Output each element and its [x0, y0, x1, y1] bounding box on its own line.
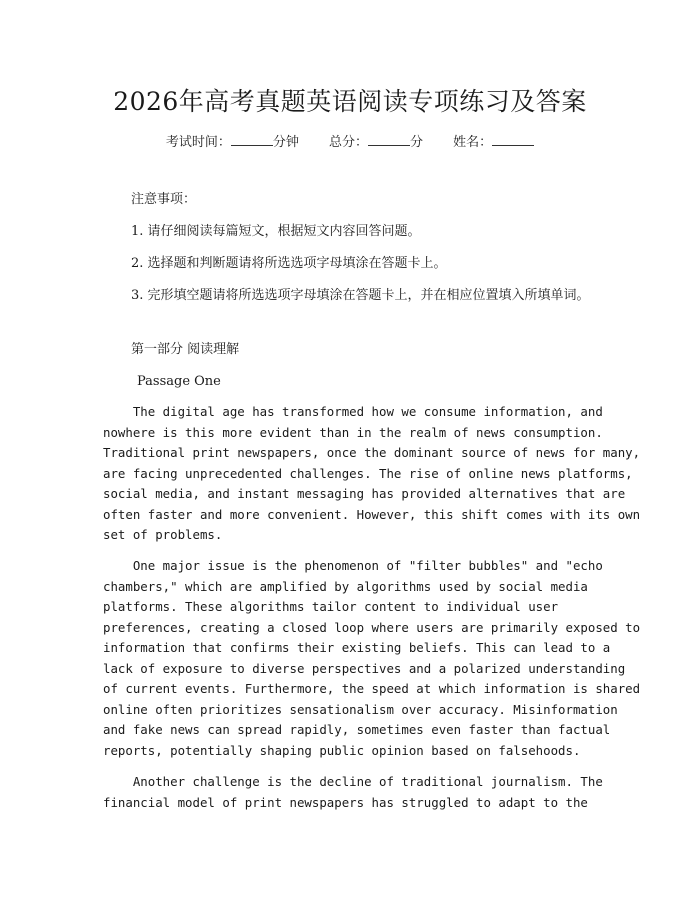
notice-item-2: 2. 选择题和判断题请将所选选项字母填涂在答题卡上。: [131, 256, 447, 271]
notice-item-1: 1. 请仔细阅读每篇短文，根据短文内容回答问题。: [131, 224, 421, 239]
passage-paragraph-3: Another challenge is the decline of traditional journalism. The financial model of print newspapers has struggled to adapt to the: [103, 774, 603, 810]
time-label: 考试时间：: [165, 135, 231, 150]
name-label: 姓名：: [453, 135, 493, 150]
passage-title: Passage One: [137, 374, 221, 389]
notice-heading: 注意事项：: [131, 192, 197, 207]
name-field: [453, 135, 534, 150]
exam-meta-line: [0, 131, 700, 150]
section-title: 第一部分 阅读理解: [131, 342, 240, 357]
passage-paragraph-2: One major issue is the phenomenon of "filter bubbles" and "echo chambers," which are amplified by algorithms used by social media platforms. These algorithms tailor content to individual user preferences, creating a closed loop where users are primarily exposed to information that confirms their existing beliefs. This can lead to a lack of exposure to diverse perspectives and a polarized understanding of current events. Furthermore, the speed at which information is shared online often prioritizes sensationalism over accuracy. Misinformation and fake news can spread rapidly, sometimes even faster than factual reports, potentially shaping public opinion based on falsehoods.: [103, 558, 641, 758]
score-unit: 分: [410, 135, 424, 150]
passage-paragraph-1: The digital age has transformed how we consume information, and nowhere is this more evident than in the realm of news consumption. Traditional print newspapers, once the dominant source of news for many, are facing unprecedented challenges. The rise of online news platforms, social media, and instant messaging has provided alternatives that are often faster and more convenient. However, this shift comes with its own set of problems.: [103, 404, 641, 542]
page-title: 2026年高考真题英语阅读专项练习及答案: [113, 87, 587, 116]
time-unit: 分钟: [272, 135, 299, 150]
notice-item-3: 3. 完形填空题请将所选选项字母填涂在答题卡上，并在相应位置填入所填单词。: [131, 288, 590, 303]
time-blank[interactable]: [231, 134, 273, 146]
score-label: 总分：: [328, 135, 368, 150]
name-blank[interactable]: [492, 134, 534, 146]
score-field: [329, 135, 427, 150]
score-blank[interactable]: [368, 134, 410, 146]
time-field: [166, 135, 303, 150]
